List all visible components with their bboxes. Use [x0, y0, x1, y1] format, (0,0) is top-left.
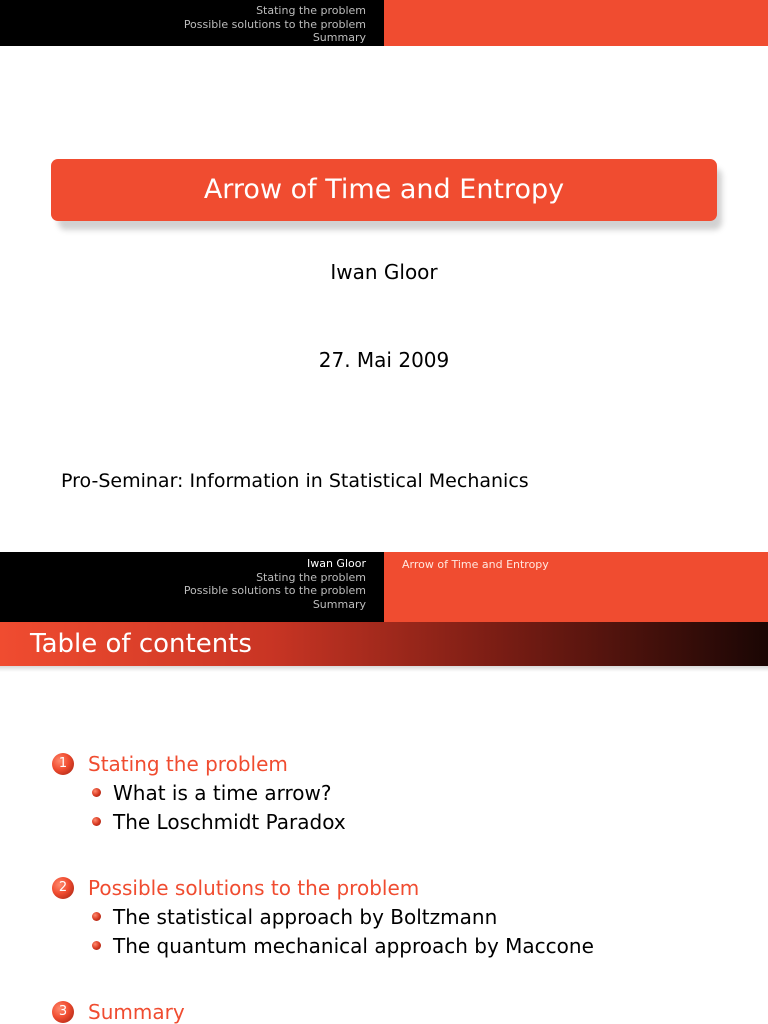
- nav-section-summary[interactable]: Summary: [312, 31, 366, 44]
- toc-subsection-link[interactable]: [92, 807, 594, 836]
- section-number-ball-icon: 3: [52, 1001, 74, 1023]
- presentation-title: Arrow of Time and Entropy: [51, 159, 717, 221]
- toc-section-label: Summary: [88, 1000, 185, 1024]
- toc-subsection-label: The statistical approach by Boltzmann: [113, 904, 498, 929]
- author-name: Iwan Gloor: [330, 260, 438, 284]
- institute-name: Pro-Seminar: Information in Statistical Mechanics: [61, 470, 529, 492]
- presentation-date: 27. Mai 2009: [318, 348, 450, 372]
- headline-bar: [0, 552, 768, 622]
- nav-section-summary[interactable]: Summary: [312, 597, 366, 611]
- toc-slide: [0, 552, 768, 1024]
- headline-title-panel: [384, 552, 768, 622]
- bullet-icon: [92, 817, 101, 826]
- table-of-contents: [52, 750, 594, 1024]
- toc-subsection-link[interactable]: [92, 902, 594, 931]
- headline-short-title[interactable]: Arrow of Time and Entropy: [402, 558, 549, 571]
- headline-accent-panel: [384, 0, 768, 46]
- nav-section-possible-solutions[interactable]: Possible solutions to the problem: [183, 17, 366, 31]
- toc-subsection-link[interactable]: [92, 778, 594, 807]
- toc-subsection-label: What is a time arrow?: [113, 780, 332, 805]
- toc-section-link[interactable]: [52, 874, 594, 902]
- toc-section-2: [52, 874, 594, 960]
- frame-title-shadow: [0, 666, 768, 672]
- nav-section-stating-the-problem[interactable]: Stating the problem: [256, 4, 366, 17]
- toc-section-3: [52, 998, 594, 1024]
- nav-section-stating-the-problem[interactable]: Stating the problem: [256, 570, 366, 584]
- bullet-icon: [92, 941, 101, 950]
- toc-section-link[interactable]: [52, 750, 594, 778]
- section-number-ball-icon: 2: [52, 877, 74, 899]
- toc-section-1: [52, 750, 594, 836]
- toc-subsection-label: The Loschmidt Paradox: [113, 809, 346, 834]
- toc-subsection-link[interactable]: [92, 931, 594, 960]
- section-number-ball-icon: 1: [52, 753, 74, 775]
- bullet-icon: [92, 912, 101, 921]
- toc-section-label: Stating the problem: [88, 752, 288, 776]
- bullet-icon: [92, 788, 101, 797]
- headline-bar: [0, 0, 768, 46]
- frame-title: Table of contents: [0, 622, 768, 666]
- headline-section-nav: [0, 0, 384, 46]
- headline-author: Iwan Gloor: [306, 557, 366, 570]
- toc-section-label: Possible solutions to the problem: [88, 876, 420, 900]
- nav-section-possible-solutions[interactable]: Possible solutions to the problem: [183, 584, 366, 597]
- toc-subsection-label: The quantum mechanical approach by Maccone: [113, 933, 594, 958]
- headline-section-nav: [0, 552, 384, 622]
- toc-section-link[interactable]: [52, 998, 594, 1024]
